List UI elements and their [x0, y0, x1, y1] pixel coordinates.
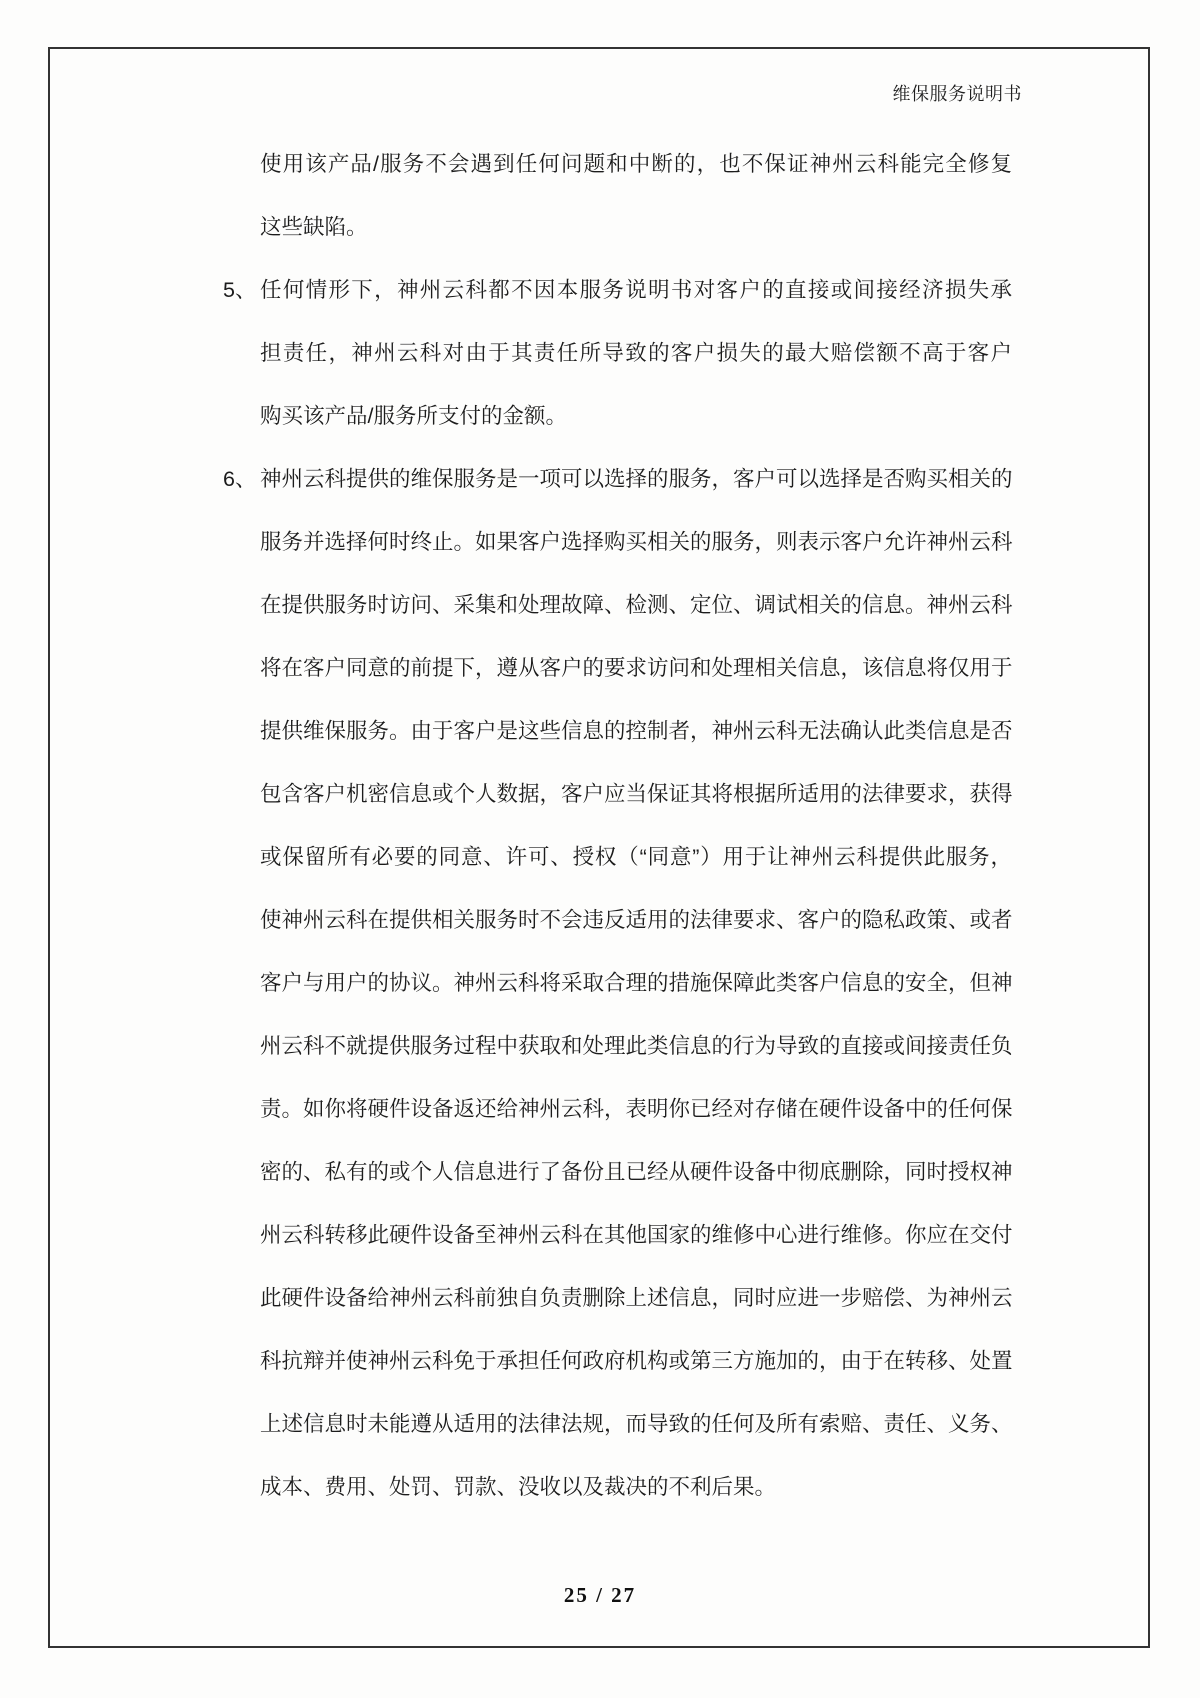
text-line: 客户与用户的协议。神州云科将采取合理的措施保障此类客户信息的安全，但神 — [260, 971, 1013, 995]
document-body — [223, 133, 1013, 1519]
text-line: 神州云科提供的维保服务是一项可以选择的服务，客户可以选择是否购买相关的 — [260, 467, 1013, 491]
paragraph-continuation — [223, 133, 1013, 259]
text-line: 担责任，神州云科对由于其责任所导致的客户损失的最大赔偿额不高于客户 — [260, 341, 1012, 365]
text-line: 使神州云科在提供相关服务时不会违反适用的法律要求、客户的隐私政策、或者 — [260, 908, 1013, 932]
text-line: 州云科不就提供服务过程中获取和处理此类信息的行为导致的直接或间接责任负 — [260, 1034, 1013, 1058]
text-line: 或保留所有必要的同意、许可、授权（“同意”）用于让神州云科提供此服务， — [260, 845, 1012, 869]
text-line: 密的、私有的或个人信息进行了备份且已经从硬件设备中彻底删除，同时授权神 — [260, 1160, 1013, 1184]
text-line: 将在客户同意的前提下，遵从客户的要求访问和处理相关信息，该信息将仅用于 — [260, 656, 1013, 680]
text-line: 服务并选择何时终止。如果客户选择购买相关的服务，则表示客户允许神州云科 — [260, 530, 1013, 554]
page-footer — [0, 1583, 1200, 1608]
list-item-5 — [223, 259, 1013, 448]
text-line: 包含客户机密信息或个人数据，客户应当保证其将根据所适用的法律要求，获得 — [260, 782, 1013, 806]
text-line: 任何情形下，神州云科都不因本服务说明书对客户的直接或间接经济损失承 — [260, 278, 1012, 302]
text-line: 上述信息时未能遵从适用的法律法规，而导致的任何及所有索赔、责任、义务、 — [260, 1412, 1013, 1436]
text-line: 使用该产品/服务不会遇到任何问题和中断的，也不保证神州云科能完全修复 — [260, 152, 1012, 176]
text-line: 州云科转移此硬件设备至神州云科在其他国家的维修中心进行维修。你应在交付 — [260, 1223, 1013, 1247]
text-line: 责。如你将硬件设备返还给神州云科，表明你已经对存储在硬件设备中的任何保 — [260, 1097, 1013, 1121]
text-line: 成本、费用、处罚、罚款、没收以及裁决的不利后果。 — [260, 1475, 777, 1499]
text-line: 提供维保服务。由于客户是这些信息的控制者，神州云科无法确认此类信息是否 — [260, 719, 1013, 743]
text-line: 在提供服务时访问、采集和处理故障、检测、定位、调试相关的信息。神州云科 — [260, 593, 1013, 617]
list-item-number: 5、 — [223, 278, 257, 302]
text-line: 科抗辩并使神州云科免于承担任何政府机构或第三方施加的，由于在转移、处置 — [260, 1349, 1013, 1373]
text-line: 此硬件设备给神州云科前独自负责删除上述信息，同时应进一步赔偿、为神州云 — [260, 1286, 1013, 1310]
document-header-title: 维保服务说明书 — [892, 84, 1022, 104]
list-item-number: 6、 — [223, 467, 257, 491]
list-item-6 — [223, 448, 1013, 1519]
page-number: 25 / 27 — [563, 1583, 637, 1607]
text-line: 购买该产品/服务所支付的金额。 — [260, 404, 567, 428]
text-line: 这些缺陷。 — [260, 215, 368, 239]
